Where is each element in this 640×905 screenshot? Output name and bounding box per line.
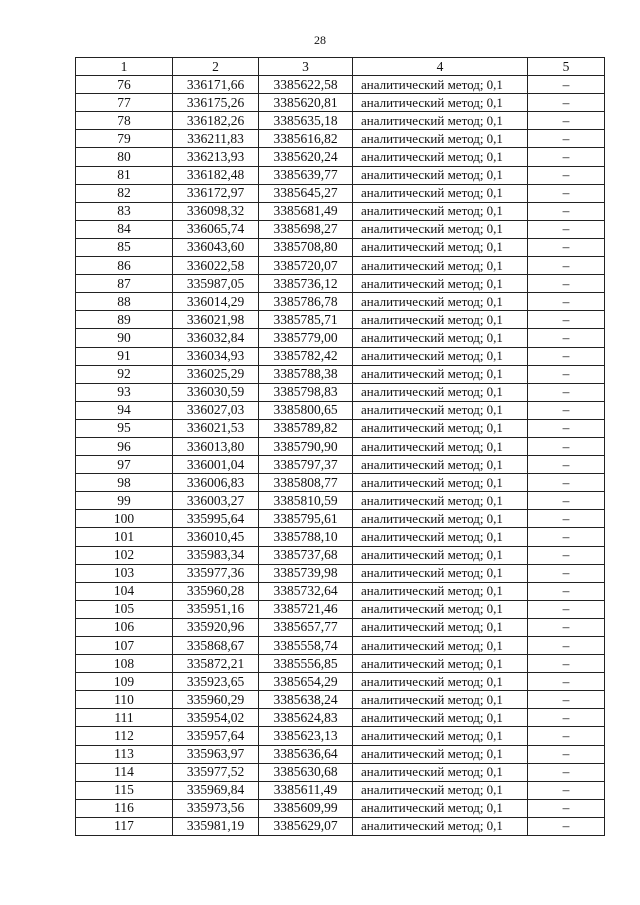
y-coordinate-cell: 3385654,29	[259, 673, 353, 691]
x-coordinate-cell: 336021,53	[173, 419, 259, 437]
table-row	[76, 474, 605, 492]
x-coordinate-cell: 335977,52	[173, 763, 259, 781]
point-number-cell: 77	[76, 94, 173, 112]
point-number-cell: 111	[76, 709, 173, 727]
table-row	[76, 817, 605, 835]
note-cell: –	[528, 383, 605, 401]
point-number-cell: 78	[76, 112, 173, 130]
method-accuracy-cell: аналитический метод; 0,1	[353, 763, 528, 781]
method-accuracy-cell: аналитический метод; 0,1	[353, 673, 528, 691]
note-cell: –	[528, 600, 605, 618]
method-accuracy-cell: аналитический метод; 0,1	[353, 745, 528, 763]
y-coordinate-cell: 3385624,83	[259, 709, 353, 727]
method-accuracy-cell: аналитический метод; 0,1	[353, 618, 528, 636]
x-coordinate-cell: 335960,29	[173, 691, 259, 709]
y-coordinate-cell: 3385556,85	[259, 655, 353, 673]
method-accuracy-cell: аналитический метод; 0,1	[353, 600, 528, 618]
note-cell: –	[528, 564, 605, 582]
point-number-cell: 97	[76, 456, 173, 474]
y-coordinate-cell: 3385620,81	[259, 94, 353, 112]
y-coordinate-cell: 3385786,78	[259, 293, 353, 311]
table-row	[76, 94, 605, 112]
x-coordinate-cell: 335981,19	[173, 817, 259, 835]
table-row	[76, 618, 605, 636]
point-number-cell: 113	[76, 745, 173, 763]
point-number-cell: 81	[76, 166, 173, 184]
method-accuracy-cell: аналитический метод; 0,1	[353, 781, 528, 799]
table-row	[76, 184, 605, 202]
note-cell: –	[528, 546, 605, 564]
x-coordinate-cell: 336034,93	[173, 347, 259, 365]
note-cell: –	[528, 528, 605, 546]
method-accuracy-cell: аналитический метод; 0,1	[353, 419, 528, 437]
note-cell: –	[528, 257, 605, 275]
x-coordinate-cell: 335868,67	[173, 637, 259, 655]
table-row	[76, 238, 605, 256]
table-row	[76, 546, 605, 564]
table-row	[76, 709, 605, 727]
point-number-cell: 95	[76, 419, 173, 437]
method-accuracy-cell: аналитический метод; 0,1	[353, 202, 528, 220]
method-accuracy-cell: аналитический метод; 0,1	[353, 456, 528, 474]
table-row	[76, 691, 605, 709]
note-cell: –	[528, 456, 605, 474]
y-coordinate-cell: 3385630,68	[259, 763, 353, 781]
point-number-cell: 91	[76, 347, 173, 365]
method-accuracy-cell: аналитический метод; 0,1	[353, 401, 528, 419]
method-accuracy-cell: аналитический метод; 0,1	[353, 383, 528, 401]
table-row	[76, 456, 605, 474]
x-coordinate-cell: 336030,59	[173, 383, 259, 401]
method-accuracy-cell: аналитический метод; 0,1	[353, 637, 528, 655]
note-cell: –	[528, 293, 605, 311]
x-coordinate-cell: 335954,02	[173, 709, 259, 727]
y-coordinate-cell: 3385611,49	[259, 781, 353, 799]
x-coordinate-cell: 336171,66	[173, 76, 259, 94]
y-coordinate-cell: 3385795,61	[259, 510, 353, 528]
table-row	[76, 166, 605, 184]
method-accuracy-cell: аналитический метод; 0,1	[353, 709, 528, 727]
point-number-cell: 102	[76, 546, 173, 564]
page-number: 28	[314, 33, 326, 47]
note-cell: –	[528, 691, 605, 709]
note-cell: –	[528, 275, 605, 293]
point-number-cell: 84	[76, 220, 173, 238]
method-accuracy-cell: аналитический метод; 0,1	[353, 76, 528, 94]
table-row	[76, 727, 605, 745]
note-cell: –	[528, 130, 605, 148]
point-number-cell: 92	[76, 365, 173, 383]
point-number-cell: 105	[76, 600, 173, 618]
note-cell: –	[528, 618, 605, 636]
point-number-cell: 89	[76, 311, 173, 329]
y-coordinate-cell: 3385790,90	[259, 437, 353, 455]
point-number-cell: 115	[76, 781, 173, 799]
x-coordinate-cell: 336175,26	[173, 94, 259, 112]
method-accuracy-cell: аналитический метод; 0,1	[353, 510, 528, 528]
point-number-cell: 100	[76, 510, 173, 528]
method-accuracy-cell: аналитический метод; 0,1	[353, 528, 528, 546]
column-header-5: 5	[528, 58, 605, 76]
method-accuracy-cell: аналитический метод; 0,1	[353, 184, 528, 202]
y-coordinate-cell: 3385609,99	[259, 799, 353, 817]
note-cell: –	[528, 763, 605, 781]
note-cell: –	[528, 365, 605, 383]
table-row	[76, 148, 605, 166]
x-coordinate-cell: 335960,28	[173, 582, 259, 600]
method-accuracy-cell: аналитический метод; 0,1	[353, 257, 528, 275]
point-number-cell: 106	[76, 618, 173, 636]
coordinates-table	[75, 57, 605, 836]
y-coordinate-cell: 3385798,83	[259, 383, 353, 401]
point-number-cell: 98	[76, 474, 173, 492]
y-coordinate-cell: 3385639,77	[259, 166, 353, 184]
x-coordinate-cell: 336098,32	[173, 202, 259, 220]
note-cell: –	[528, 76, 605, 94]
note-cell: –	[528, 202, 605, 220]
y-coordinate-cell: 3385636,64	[259, 745, 353, 763]
note-cell: –	[528, 799, 605, 817]
table-row	[76, 401, 605, 419]
table-row	[76, 365, 605, 383]
point-number-cell: 107	[76, 637, 173, 655]
point-number-cell: 80	[76, 148, 173, 166]
y-coordinate-cell: 3385616,82	[259, 130, 353, 148]
x-coordinate-cell: 336043,60	[173, 238, 259, 256]
table-header-row	[76, 58, 605, 76]
y-coordinate-cell: 3385800,65	[259, 401, 353, 419]
point-number-cell: 114	[76, 763, 173, 781]
point-number-cell: 90	[76, 329, 173, 347]
y-coordinate-cell: 3385720,07	[259, 257, 353, 275]
y-coordinate-cell: 3385808,77	[259, 474, 353, 492]
method-accuracy-cell: аналитический метод; 0,1	[353, 492, 528, 510]
x-coordinate-cell: 336001,04	[173, 456, 259, 474]
x-coordinate-cell: 335872,21	[173, 655, 259, 673]
note-cell: –	[528, 238, 605, 256]
y-coordinate-cell: 3385623,13	[259, 727, 353, 745]
point-number-cell: 76	[76, 76, 173, 94]
point-number-cell: 110	[76, 691, 173, 709]
y-coordinate-cell: 3385698,27	[259, 220, 353, 238]
method-accuracy-cell: аналитический метод; 0,1	[353, 275, 528, 293]
table-row	[76, 582, 605, 600]
method-accuracy-cell: аналитический метод; 0,1	[353, 94, 528, 112]
note-cell: –	[528, 709, 605, 727]
y-coordinate-cell: 3385789,82	[259, 419, 353, 437]
note-cell: –	[528, 401, 605, 419]
y-coordinate-cell: 3385737,68	[259, 546, 353, 564]
point-number-cell: 103	[76, 564, 173, 582]
note-cell: –	[528, 655, 605, 673]
x-coordinate-cell: 336027,03	[173, 401, 259, 419]
table-row	[76, 745, 605, 763]
method-accuracy-cell: аналитический метод; 0,1	[353, 817, 528, 835]
note-cell: –	[528, 492, 605, 510]
method-accuracy-cell: аналитический метод; 0,1	[353, 474, 528, 492]
table-row	[76, 112, 605, 130]
note-cell: –	[528, 745, 605, 763]
note-cell: –	[528, 419, 605, 437]
table-row	[76, 257, 605, 275]
point-number-cell: 112	[76, 727, 173, 745]
y-coordinate-cell: 3385638,24	[259, 691, 353, 709]
point-number-cell: 96	[76, 437, 173, 455]
table-row	[76, 311, 605, 329]
table-body	[76, 76, 605, 836]
y-coordinate-cell: 3385788,38	[259, 365, 353, 383]
y-coordinate-cell: 3385657,77	[259, 618, 353, 636]
y-coordinate-cell: 3385797,37	[259, 456, 353, 474]
table-row	[76, 293, 605, 311]
table-row	[76, 673, 605, 691]
note-cell: –	[528, 347, 605, 365]
table-row	[76, 419, 605, 437]
x-coordinate-cell: 336022,58	[173, 257, 259, 275]
y-coordinate-cell: 3385782,42	[259, 347, 353, 365]
note-cell: –	[528, 166, 605, 184]
note-cell: –	[528, 437, 605, 455]
method-accuracy-cell: аналитический метод; 0,1	[353, 130, 528, 148]
note-cell: –	[528, 94, 605, 112]
point-number-cell: 83	[76, 202, 173, 220]
method-accuracy-cell: аналитический метод; 0,1	[353, 112, 528, 130]
x-coordinate-cell: 336065,74	[173, 220, 259, 238]
point-number-cell: 88	[76, 293, 173, 311]
table-row	[76, 76, 605, 94]
table-row	[76, 492, 605, 510]
method-accuracy-cell: аналитический метод; 0,1	[353, 220, 528, 238]
method-accuracy-cell: аналитический метод; 0,1	[353, 365, 528, 383]
note-cell: –	[528, 781, 605, 799]
table-row	[76, 130, 605, 148]
y-coordinate-cell: 3385620,24	[259, 148, 353, 166]
note-cell: –	[528, 727, 605, 745]
table-row	[76, 347, 605, 365]
note-cell: –	[528, 510, 605, 528]
y-coordinate-cell: 3385732,64	[259, 582, 353, 600]
table-row	[76, 202, 605, 220]
y-coordinate-cell: 3385810,59	[259, 492, 353, 510]
x-coordinate-cell: 336021,98	[173, 311, 259, 329]
point-number-cell: 79	[76, 130, 173, 148]
y-coordinate-cell: 3385708,80	[259, 238, 353, 256]
method-accuracy-cell: аналитический метод; 0,1	[353, 546, 528, 564]
point-number-cell: 82	[76, 184, 173, 202]
y-coordinate-cell: 3385681,49	[259, 202, 353, 220]
point-number-cell: 117	[76, 817, 173, 835]
point-number-cell: 104	[76, 582, 173, 600]
x-coordinate-cell: 336010,45	[173, 528, 259, 546]
x-coordinate-cell: 335987,05	[173, 275, 259, 293]
note-cell: –	[528, 817, 605, 835]
note-cell: –	[528, 329, 605, 347]
x-coordinate-cell: 335977,36	[173, 564, 259, 582]
point-number-cell: 109	[76, 673, 173, 691]
note-cell: –	[528, 637, 605, 655]
table-row	[76, 637, 605, 655]
method-accuracy-cell: аналитический метод; 0,1	[353, 655, 528, 673]
x-coordinate-cell: 336182,48	[173, 166, 259, 184]
x-coordinate-cell: 336182,26	[173, 112, 259, 130]
table-row	[76, 799, 605, 817]
note-cell: –	[528, 673, 605, 691]
y-coordinate-cell: 3385736,12	[259, 275, 353, 293]
note-cell: –	[528, 184, 605, 202]
x-coordinate-cell: 335920,96	[173, 618, 259, 636]
y-coordinate-cell: 3385721,46	[259, 600, 353, 618]
method-accuracy-cell: аналитический метод; 0,1	[353, 691, 528, 709]
x-coordinate-cell: 336014,29	[173, 293, 259, 311]
point-number-cell: 86	[76, 257, 173, 275]
method-accuracy-cell: аналитический метод; 0,1	[353, 727, 528, 745]
method-accuracy-cell: аналитический метод; 0,1	[353, 329, 528, 347]
x-coordinate-cell: 335969,84	[173, 781, 259, 799]
x-coordinate-cell: 336211,83	[173, 130, 259, 148]
x-coordinate-cell: 336003,27	[173, 492, 259, 510]
note-cell: –	[528, 582, 605, 600]
point-number-cell: 87	[76, 275, 173, 293]
y-coordinate-cell: 3385788,10	[259, 528, 353, 546]
table-row	[76, 600, 605, 618]
y-coordinate-cell: 3385558,74	[259, 637, 353, 655]
point-number-cell: 94	[76, 401, 173, 419]
y-coordinate-cell: 3385635,18	[259, 112, 353, 130]
note-cell: –	[528, 112, 605, 130]
table-row	[76, 220, 605, 238]
x-coordinate-cell: 335963,97	[173, 745, 259, 763]
table-row	[76, 655, 605, 673]
method-accuracy-cell: аналитический метод; 0,1	[353, 437, 528, 455]
y-coordinate-cell: 3385622,58	[259, 76, 353, 94]
point-number-cell: 99	[76, 492, 173, 510]
method-accuracy-cell: аналитический метод; 0,1	[353, 148, 528, 166]
point-number-cell: 93	[76, 383, 173, 401]
method-accuracy-cell: аналитический метод; 0,1	[353, 799, 528, 817]
y-coordinate-cell: 3385739,98	[259, 564, 353, 582]
point-number-cell: 108	[76, 655, 173, 673]
point-number-cell: 116	[76, 799, 173, 817]
method-accuracy-cell: аналитический метод; 0,1	[353, 311, 528, 329]
column-header-4: 4	[353, 58, 528, 76]
method-accuracy-cell: аналитический метод; 0,1	[353, 347, 528, 365]
point-number-cell: 101	[76, 528, 173, 546]
point-number-cell: 85	[76, 238, 173, 256]
x-coordinate-cell: 336032,84	[173, 329, 259, 347]
y-coordinate-cell: 3385645,27	[259, 184, 353, 202]
note-cell: –	[528, 311, 605, 329]
x-coordinate-cell: 336025,29	[173, 365, 259, 383]
column-header-3: 3	[259, 58, 353, 76]
table-row	[76, 437, 605, 455]
note-cell: –	[528, 474, 605, 492]
table-row	[76, 763, 605, 781]
column-header-1: 1	[76, 58, 173, 76]
table-row	[76, 510, 605, 528]
x-coordinate-cell: 336013,80	[173, 437, 259, 455]
y-coordinate-cell: 3385779,00	[259, 329, 353, 347]
note-cell: –	[528, 220, 605, 238]
x-coordinate-cell: 335983,34	[173, 546, 259, 564]
x-coordinate-cell: 335995,64	[173, 510, 259, 528]
x-coordinate-cell: 335957,64	[173, 727, 259, 745]
method-accuracy-cell: аналитический метод; 0,1	[353, 564, 528, 582]
x-coordinate-cell: 335973,56	[173, 799, 259, 817]
method-accuracy-cell: аналитический метод; 0,1	[353, 293, 528, 311]
x-coordinate-cell: 336172,97	[173, 184, 259, 202]
table-row	[76, 564, 605, 582]
table-row	[76, 383, 605, 401]
method-accuracy-cell: аналитический метод; 0,1	[353, 166, 528, 184]
y-coordinate-cell: 3385785,71	[259, 311, 353, 329]
column-header-2: 2	[173, 58, 259, 76]
x-coordinate-cell: 336006,83	[173, 474, 259, 492]
table-row	[76, 275, 605, 293]
x-coordinate-cell: 335951,16	[173, 600, 259, 618]
method-accuracy-cell: аналитический метод; 0,1	[353, 238, 528, 256]
table-row	[76, 329, 605, 347]
method-accuracy-cell: аналитический метод; 0,1	[353, 582, 528, 600]
x-coordinate-cell: 336213,93	[173, 148, 259, 166]
x-coordinate-cell: 335923,65	[173, 673, 259, 691]
table-row	[76, 528, 605, 546]
table-row	[76, 781, 605, 799]
y-coordinate-cell: 3385629,07	[259, 817, 353, 835]
note-cell: –	[528, 148, 605, 166]
